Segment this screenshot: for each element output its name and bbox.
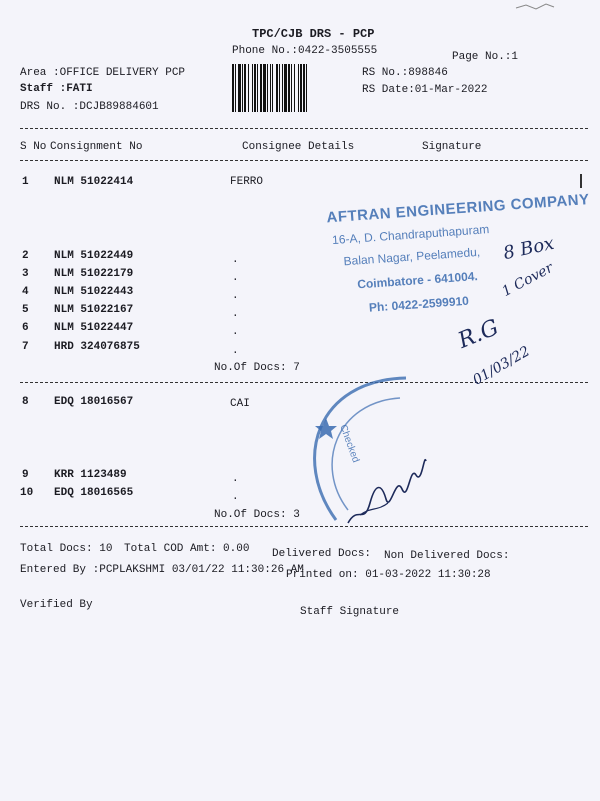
row-consignment: EDQ 18016565 — [54, 487, 134, 499]
row-sno: 5 — [22, 304, 29, 316]
row-sno: 4 — [22, 286, 29, 298]
divider — [20, 160, 588, 161]
row-consignee: CAI — [230, 398, 250, 410]
stamp-address-line: Balan Nagar, Peelamedu, — [343, 244, 481, 269]
row-sno: 9 — [22, 469, 29, 481]
staff-field: Staff :FATI — [20, 83, 93, 95]
row-consignment: NLM 51022449 — [54, 250, 134, 262]
column-header-sno: S No — [20, 141, 47, 153]
row-sno: 6 — [22, 322, 29, 334]
document-title: TPC/CJB DRS - PCP — [252, 27, 375, 41]
handwritten-initials: R.G — [454, 315, 503, 354]
total-docs: Total Docs: 10 — [20, 543, 113, 555]
row-consignee: . — [232, 254, 239, 266]
column-header-consignment: Consignment No — [50, 141, 143, 153]
row-consignee: . — [232, 272, 239, 284]
column-header-consignee: Consignee Details — [242, 141, 355, 153]
stamp-address-line: 16-A, D. Chandraputhapuram — [331, 222, 490, 248]
row-consignee: . — [232, 345, 239, 357]
handwritten-date: 01/03/22 — [470, 343, 533, 389]
row-consignment: KRR 1123489 — [54, 469, 127, 481]
row-consignee: FERRO — [230, 176, 264, 188]
row-consignment: NLM 51022447 — [54, 322, 134, 334]
handwritten-signature — [340, 445, 430, 535]
total-cod: Total COD Amt: 0.00 — [124, 543, 250, 555]
delivered-docs: Delivered Docs: — [272, 548, 372, 560]
verified-by: Verified By — [20, 599, 93, 611]
rs-number: RS No.:898846 — [362, 67, 448, 79]
scan-mark — [580, 174, 582, 188]
area-field: Area :OFFICE DELIVERY PCP — [20, 67, 186, 79]
stamp-city: Coimbatore - 641004. — [356, 269, 479, 292]
row-consignment: NLM 51022179 — [54, 268, 134, 280]
row-sno: 8 — [22, 396, 29, 408]
row-consignee: . — [232, 473, 239, 485]
handwritten-note: 1 Cover — [499, 259, 556, 301]
row-consignment: NLM 51022414 — [54, 176, 134, 188]
staff-signature: Staff Signature — [300, 606, 400, 618]
divider — [20, 128, 588, 129]
svg-text:Checked: Checked — [337, 423, 362, 465]
row-consignee: . — [232, 308, 239, 320]
non-delivered-docs: Non Delivered Docs: — [384, 550, 510, 562]
printed-on: Printed on: 01-03-2022 11:30:28 — [286, 569, 491, 581]
stamp-phone: Ph: 0422-2599910 — [368, 293, 470, 315]
row-sno: 3 — [22, 268, 29, 280]
handwritten-note: 8 Box — [501, 232, 557, 265]
rs-date: RS Date:01-Mar-2022 — [362, 84, 488, 96]
page-number: Page No.:1 — [452, 51, 519, 63]
row-sno: 2 — [22, 250, 29, 262]
row-sno: 7 — [22, 341, 29, 353]
row-consignment: HRD 324076875 — [54, 341, 140, 353]
row-consignee: . — [232, 290, 239, 302]
stamp-company-name: AFTRAN ENGINEERING COMPANY — [325, 191, 591, 227]
phone-number: Phone No.:0422-3505555 — [232, 45, 378, 57]
row-consignee: . — [232, 326, 239, 338]
barcode — [230, 64, 354, 112]
group-docs-count: No.Of Docs: 7 — [214, 362, 300, 374]
row-consignment: NLM 51022167 — [54, 304, 134, 316]
row-consignment: EDQ 18016567 — [54, 396, 134, 408]
entered-by: Entered By :PCPLAKSHMI 03/01/22 11:30:26 AM — [20, 564, 304, 576]
row-sno: 1 — [22, 176, 29, 188]
row-consignment: NLM 51022443 — [54, 286, 134, 298]
scan-mark — [514, 2, 556, 12]
row-sno: 10 — [20, 487, 34, 499]
column-header-signature: Signature — [422, 141, 482, 153]
row-consignee: . — [232, 491, 239, 503]
drs-number: DRS No. :DCJB89884601 — [20, 101, 159, 113]
group-docs-count: No.Of Docs: 3 — [214, 509, 300, 521]
